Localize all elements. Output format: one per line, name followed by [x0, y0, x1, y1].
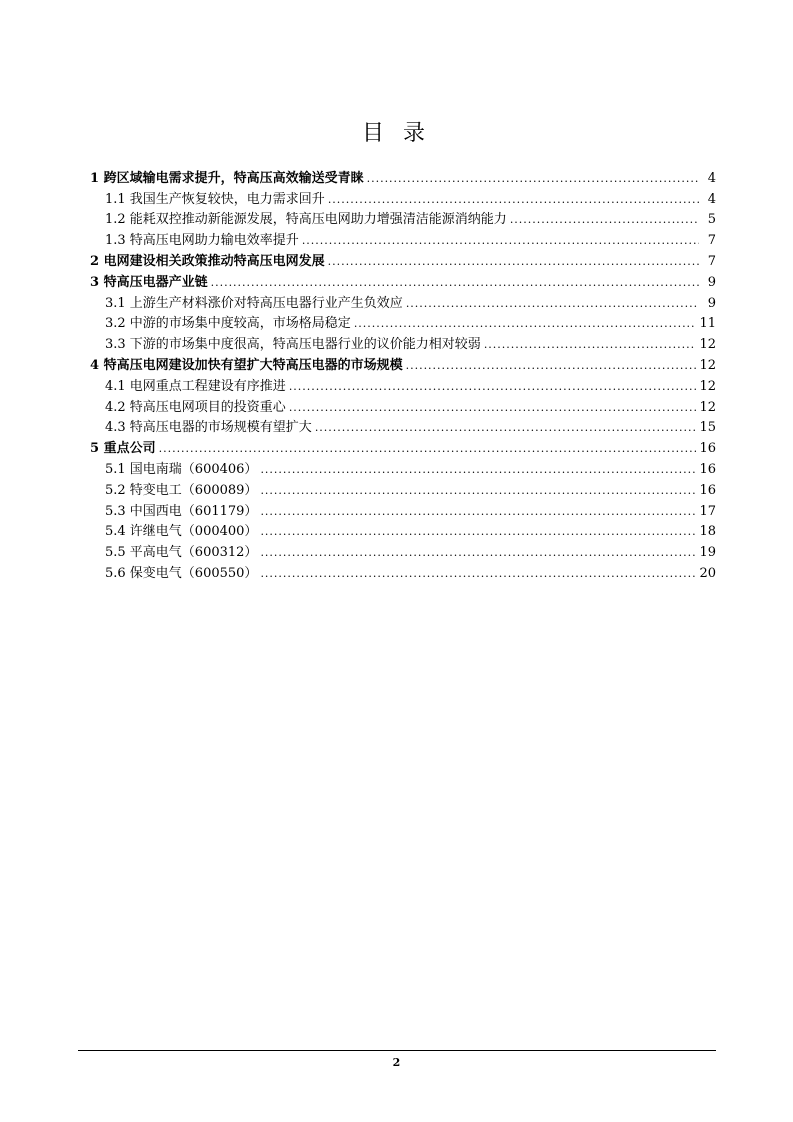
toc-entry-page: 5	[707, 212, 716, 228]
toc-dot-leader	[328, 254, 699, 270]
toc-dot-leader	[260, 524, 696, 540]
toc-dot-leader	[406, 358, 697, 374]
toc-entry[interactable]	[90, 499, 716, 520]
toc-entry[interactable]	[90, 561, 716, 582]
toc-entry-title: 4.3 特高压电器的市场规模有望扩大	[105, 420, 312, 436]
toc-entry-page: 9	[707, 274, 716, 290]
toc-entry[interactable]	[90, 249, 716, 270]
toc-entry-page: 9	[707, 295, 716, 311]
toc-entry[interactable]	[90, 436, 716, 457]
footer-divider	[78, 1050, 716, 1051]
toc-entry-title: 5.4 许继电气（000400）	[105, 524, 258, 540]
table-of-contents	[90, 166, 716, 582]
page-number: 2	[392, 1056, 401, 1069]
toc-entry[interactable]	[90, 187, 716, 208]
toc-entry-title: 5.3 中国西电（601179）	[105, 503, 258, 519]
toc-dot-leader	[354, 316, 697, 332]
toc-entry[interactable]	[90, 457, 716, 478]
toc-entry-title: 5.6 保变电气（600550）	[105, 565, 258, 581]
toc-dot-leader	[260, 504, 696, 520]
toc-entry[interactable]	[90, 270, 716, 291]
toc-entry[interactable]	[90, 520, 716, 541]
toc-entry-title: 3.1 上游生产材料涨价对特高压电器行业产生负效应	[105, 295, 403, 311]
toc-entry-page: 4	[707, 170, 716, 186]
toc-dot-leader	[211, 275, 699, 291]
toc-entry-title: 1 跨区域输电需求提升，特高压高效输送受青睐	[90, 170, 364, 186]
toc-entry[interactable]	[90, 291, 716, 312]
toc-entry[interactable]	[90, 374, 716, 395]
toc-dot-leader	[260, 483, 696, 499]
toc-entry-title: 2 电网建设相关政策推动特高压电网发展	[90, 253, 325, 269]
toc-entry-page: 7	[707, 253, 716, 269]
toc-entry-title: 3.2 中游的市场集中度较高，市场格局稳定	[105, 316, 351, 332]
toc-entry-title: 5.5 平高电气（600312）	[105, 545, 258, 561]
toc-dot-leader	[328, 192, 699, 208]
toc-entry-page: 16	[699, 461, 716, 477]
toc-dot-leader	[406, 296, 699, 312]
toc-entry[interactable]	[90, 540, 716, 561]
toc-entry-page: 12	[699, 357, 716, 373]
toc-dot-leader	[315, 420, 697, 436]
toc-entry-title: 1.3 特高压电网助力输电效率提升	[105, 233, 299, 249]
toc-dot-leader	[289, 379, 697, 395]
toc-entry-title: 1.1 我国生产恢复较快，电力需求回升	[105, 191, 325, 207]
toc-dot-leader	[260, 566, 696, 582]
toc-dot-leader	[302, 233, 699, 249]
toc-dot-leader	[289, 400, 697, 416]
toc-entry-page: 16	[699, 441, 716, 457]
toc-entry-title: 5.1 国电南瑞（600406）	[105, 461, 258, 477]
toc-entry-page: 12	[699, 378, 716, 394]
toc-entry-title: 4 特高压电网建设加快有望扩大特高压电器的市场规模	[90, 357, 403, 373]
toc-entry-title: 1.2 能耗双控推动新能源发展，特高压电网助力增强清洁能源消纳能力	[105, 212, 507, 228]
toc-dot-leader	[367, 171, 699, 187]
toc-entry-page: 7	[707, 233, 716, 249]
toc-entry-page: 4	[707, 191, 716, 207]
toc-entry-page: 11	[699, 316, 716, 332]
toc-entry[interactable]	[90, 478, 716, 499]
toc-entry[interactable]	[90, 208, 716, 229]
toc-entry-title: 3.3 下游的市场集中度很高，特高压电器行业的议价能力相对较弱	[105, 337, 481, 353]
toc-entry-title: 5 重点公司	[90, 441, 156, 457]
toc-entry-title: 4.2 特高压电网项目的投资重心	[105, 399, 286, 415]
toc-entry[interactable]	[90, 228, 716, 249]
toc-entry-page: 16	[699, 482, 716, 498]
toc-dot-leader	[260, 545, 696, 561]
toc-dot-leader	[484, 337, 697, 353]
toc-entry-page: 17	[699, 503, 716, 519]
toc-entry-page: 20	[699, 565, 716, 581]
toc-entry-title: 3 特高压电器产业链	[90, 274, 208, 290]
toc-entry-page: 18	[699, 524, 716, 540]
toc-entry-title: 4.1 电网重点工程建设有序推进	[105, 378, 286, 394]
toc-entry[interactable]	[90, 416, 716, 437]
toc-title: 目 录	[362, 121, 431, 146]
toc-dot-leader	[510, 212, 699, 228]
toc-entry[interactable]	[90, 353, 716, 374]
toc-entry[interactable]	[90, 166, 716, 187]
toc-entry[interactable]	[90, 312, 716, 333]
toc-dot-leader	[159, 441, 697, 457]
toc-entry-title: 5.2 特变电工（600089）	[105, 482, 258, 498]
toc-entry[interactable]	[90, 332, 716, 353]
toc-entry-page: 12	[699, 337, 716, 353]
toc-dot-leader	[260, 462, 696, 478]
toc-entry[interactable]	[90, 395, 716, 416]
toc-entry-page: 19	[699, 545, 716, 561]
toc-entry-page: 15	[699, 420, 716, 436]
toc-entry-page: 12	[699, 399, 716, 415]
